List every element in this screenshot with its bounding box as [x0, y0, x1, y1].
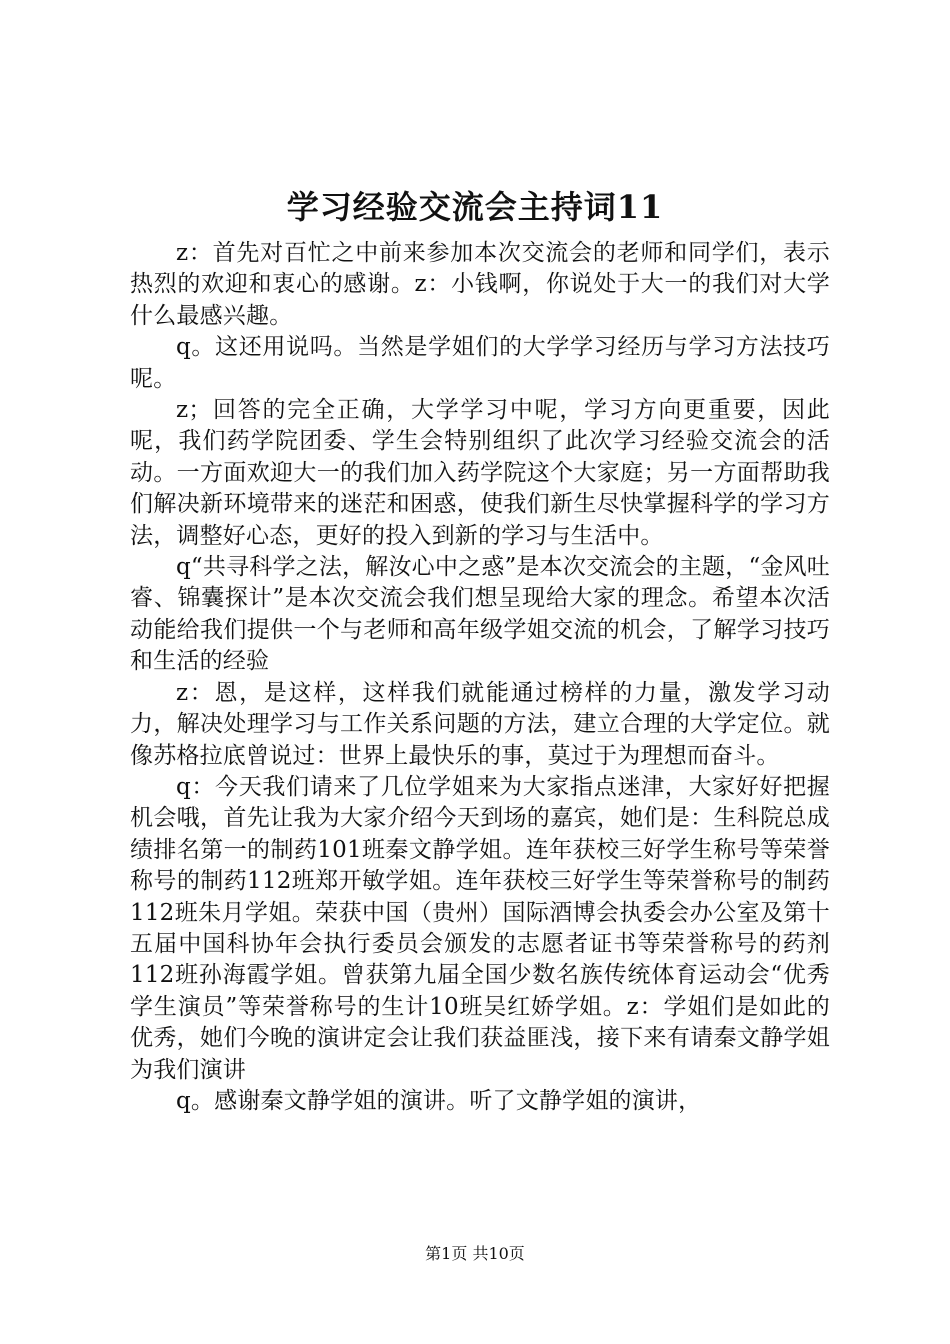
paragraph: z：恩，是这样，这样我们就能通过榜样的力量，激发学习动力，解决处理学习与工作关系问题的方法，建立合理的大学定位。就像苏格拉底曾说过：世界上最快乐的事，莫过于为理想而奋斗。 [130, 679, 830, 769]
paragraph: q“共寻科学之法，解汝心中之惑”是本次交流会的主题，“金风吐睿、锦囊探计”是本次交流会我们想呈现给大家的理念。希望本次活动能给我们提供一个与老师和高年级学姐交流的机会，了解学习技巧和生活的经验 [130, 554, 830, 675]
document-body [130, 238, 830, 1117]
paragraph: z：首先对百忙之中前来参加本次交流会的老师和同学们，表示热烈的欢迎和衷心的感谢。z：小钱啊，你说处于大一的我们对大学什么最感兴趣。 [130, 240, 830, 329]
paragraph: q。这还用说吗。当然是学姐们的大学学习经历与学习方法技巧呢。 [130, 334, 830, 392]
page-number-footer: 第1页 共10页 [425, 1244, 525, 1263]
paragraph: q。感谢秦文静学姐的演讲。听了文静学姐的演讲， [176, 1087, 702, 1114]
paragraph: z；回答的完全正确，大学学习中呢，学习方向更重要，因此呢，我们药学院团委、学生会特别组织了此次学习经验交流会的活动。一方面欢迎大一的我们加入药学院这个大家庭；另一方面帮助我们解决新环境带来的迷茫和困惑，使我们新生尽快掌握科学的学习方法，调整好心态，更好的投入到新的学习与生活中。 [130, 397, 830, 549]
document-title: 学习经验交流会主持词11 [286, 188, 664, 226]
paragraph: q：今天我们请来了几位学姐来为大家指点迷津，大家好好把握机会哦，首先让我为大家介绍今天到场的嘉宾，她们是：生科院总成绩排名第一的制药101班秦文静学姐。连年获校三好学生称号等荣誉称号的制药112班郑开敏学姐。连年获校三好学生等荣誉称号的制药112班朱月学姐。荣获中国（贵州）国际酒博会执委会办公室及第十五届中国科协年会执行委员会颁发的志愿者证书等荣誉称号的药剂112班孙海霞学姐。曾获第九届全国少数名族传统体育运动会“优秀学生演员”等荣誉称号的生计10班吴红娇学姐。z：学姐们是如此的优秀，她们今晚的演讲定会让我们获益匪浅，接下来有请秦文静学姐为我们演讲 [130, 773, 830, 1083]
